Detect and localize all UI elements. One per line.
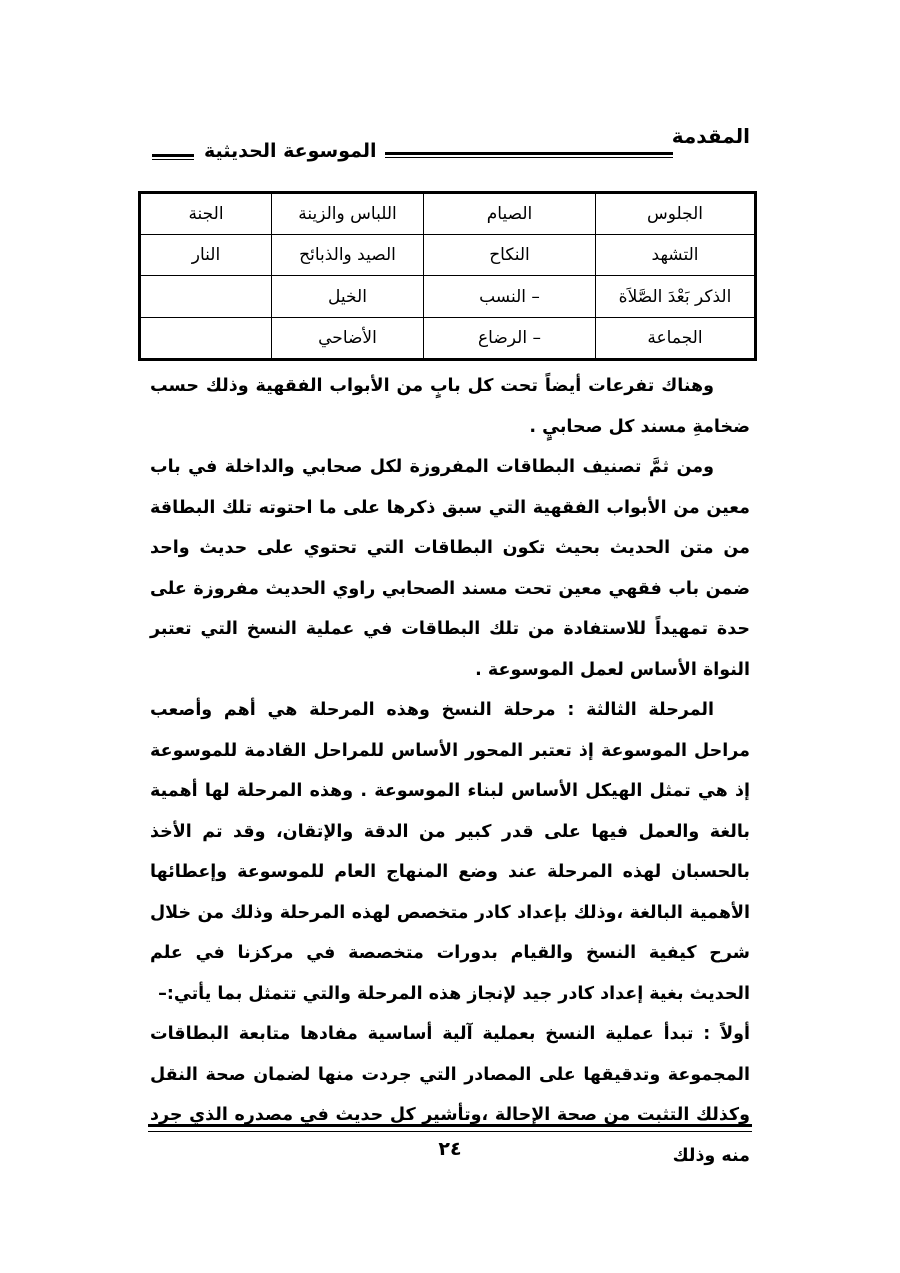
body-text xyxy=(150,366,750,1176)
chapters-table xyxy=(138,191,757,361)
table-cell: الصيام xyxy=(424,193,596,235)
paragraph-3 xyxy=(150,690,750,1014)
table-cell: – الرضاع xyxy=(424,317,596,359)
table-cell: اللباس والزينة xyxy=(272,193,424,235)
paragraph-3-text: : مرحلة النسخ وهذه المرحلة هي أهم وأصعب مراحل الموسوعة إذ تعتبر المحور الأساس للمراحل القادمة للموسوعة إذ هي تمثل الهيكل الأساس لبناء الموسوعة . وهذه المرحلة لها أهمية بالغة والعمل فيها على قدر كبير من الدقة والإتقان، وقد تم الأخذ بالحسبان لهذه المرحلة عند وضع المنهاج العام للموسوعة وإعطائها الأهمية البالغة ،وذلك بإعداد كادر متخصص لهذه المرحلة وذلك من خلال شرح كيفية النسخ والقيام بدورات متخصصة في مركزنا في علم الحديث بغية إعداد كادر جيد لإنجاز هذه المرحلة والتي تتمثل بما يأتي:– xyxy=(150,700,750,1004)
running-title: الموسوعة الحديثية xyxy=(204,140,377,162)
paragraph-4-lead: أولاً xyxy=(720,1024,750,1044)
table-cell: التشهد xyxy=(596,235,756,276)
table-cell: الجنة xyxy=(140,193,272,235)
table-row xyxy=(140,276,756,317)
table-cell: الخيل xyxy=(272,276,424,317)
header-dash xyxy=(152,154,194,160)
table-cell: – النسب xyxy=(424,276,596,317)
paragraph-3-lead: المرحلة الثالثة xyxy=(586,700,714,720)
table-cell: الذكر بَعْدَ الصَّلاَة xyxy=(596,276,756,317)
table-cell: الجلوس xyxy=(596,193,756,235)
running-header xyxy=(152,140,377,166)
paragraph-1: وهناك تفرعات أيضاً تحت كل بابٍ من الأبواب الفقهية وذلك حسب ضخامةِ مسند كل صحابيٍ . xyxy=(150,376,750,437)
footer-rule-thin xyxy=(148,1131,752,1132)
paragraph-2: ومن ثمَّ تصنيف البطاقات المفروزة لكل صحابي والداخلة في باب معين من الأبواب الفقهية التي سبق ذكرها على ما احتوته تلك البطاقة من متن الحديث بحيث تكون البطاقات التي تحتوي على حديث واحد ضمن باب فقهي معين تحت مسند الصحابي راوي الحديث مفروزة على حدة تمهيداً للاستفادة من تلك البطاقات في عملية النسخ التي تعتبر النواة الأساس لعمل الموسوعة . xyxy=(150,457,750,680)
table-cell: النار xyxy=(140,235,272,276)
section-title: المقدمة xyxy=(671,124,750,148)
paragraph-4-text: : تبدأ عملية النسخ بعملية آلية أساسية مفادها متابعة البطاقات المجموعة وتدقيقها على المصادر التي جردت منها لضمان صحة النقل وكذلك التثبت من صحة الإحالة ،وتأشير كل حديث في مصدره الذي جرد منه وذلك xyxy=(150,1024,750,1166)
table-row xyxy=(140,235,756,276)
table-cell: النكاح xyxy=(424,235,596,276)
table-cell: الأضاحي xyxy=(272,317,424,359)
table-cell: الجماعة xyxy=(596,317,756,359)
table-row xyxy=(140,317,756,359)
table-cell xyxy=(140,276,272,317)
table-row xyxy=(140,193,756,235)
table-cell: الصيد والذبائح xyxy=(272,235,424,276)
page-number: ٢٤ xyxy=(438,1138,462,1160)
header-rule xyxy=(385,152,673,158)
table-cell xyxy=(140,317,272,359)
footer-rule xyxy=(148,1124,752,1127)
